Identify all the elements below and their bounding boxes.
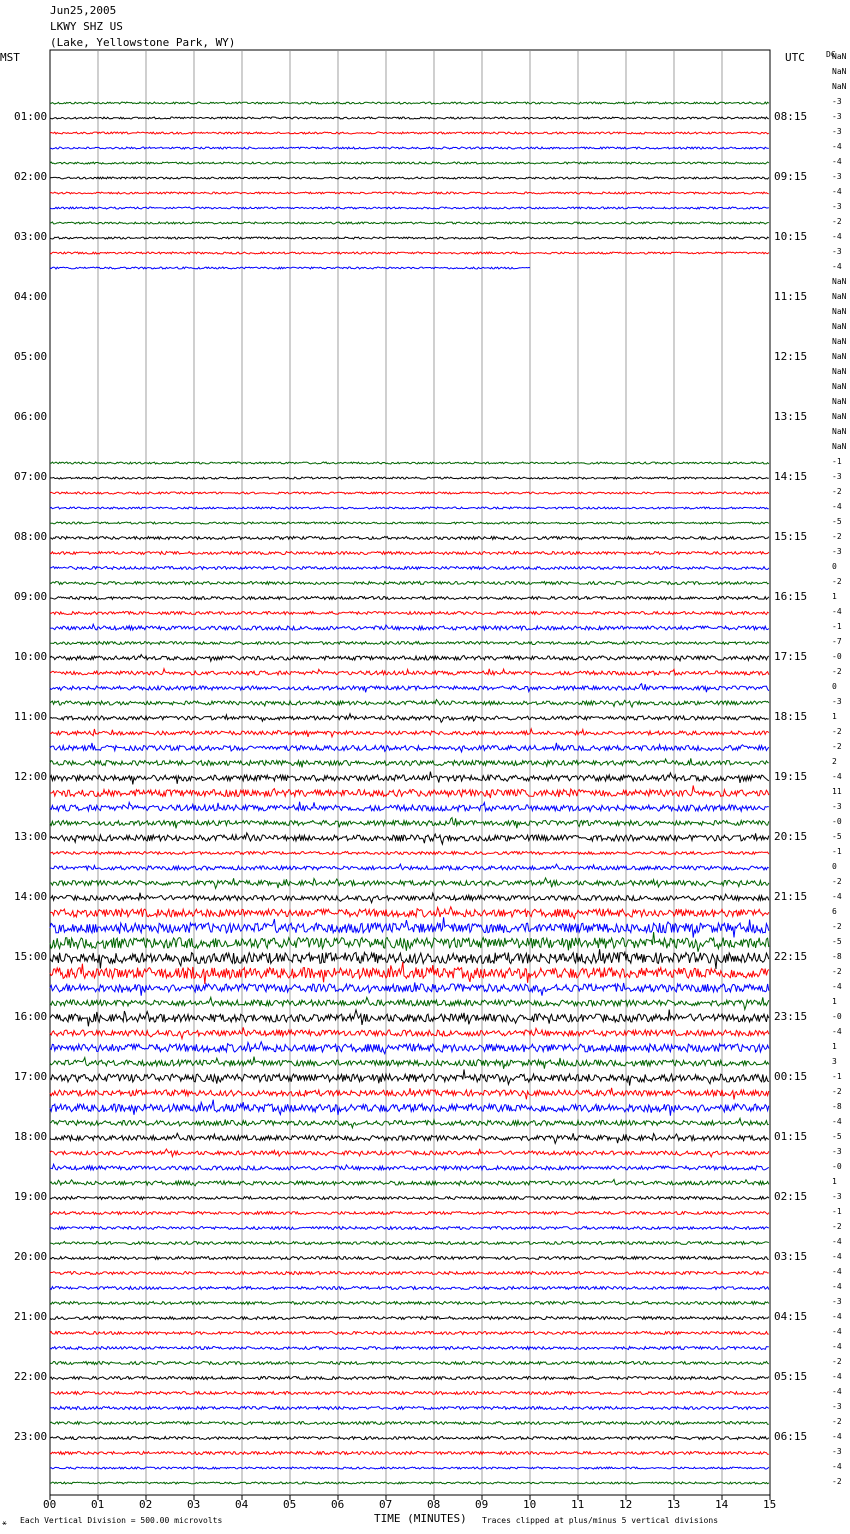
dc-offset-label: -3 [832,697,842,706]
dc-offset-label: -2 [832,1417,842,1426]
seismic-trace-90 [50,1392,769,1395]
dc-offset-label: 1 [832,997,837,1006]
seismic-trace-88 [50,1362,769,1365]
mst-hour-label: 02:00 [14,170,48,183]
seismic-trace-35 [50,567,769,570]
dc-offset-label: -2 [832,1222,842,1231]
seismic-trace-59 [50,917,769,937]
dc-offset-label: -0 [832,817,842,826]
utc-hour-label: 21:15 [774,890,808,903]
utc-hour-label: 06:15 [774,1430,808,1443]
seismic-trace-63 [50,982,769,995]
dc-offset-label: -4 [832,187,842,196]
dc-offset-label: -4 [832,1327,842,1336]
dc-offset-label: NaN [832,442,847,451]
dc-offset-label: -2 [832,487,842,496]
dc-offset-label: -4 [832,1312,842,1321]
seismic-trace-81 [50,1257,769,1260]
mst-hour-label: 14:00 [14,890,48,903]
utc-hour-label: 04:15 [774,1310,808,1323]
dc-offset-label: -3 [832,547,842,556]
dc-offset-label: 11 [832,787,842,796]
seismic-trace-53 [50,833,769,844]
seismic-trace-32 [50,522,769,524]
dc-offset-label: -2 [832,1087,842,1096]
utc-hour-label: 13:15 [774,410,808,423]
dc-offset-label: NaN [832,382,847,391]
x-tick-label: 05 [283,1498,297,1511]
mst-hour-label: 05:00 [14,350,48,363]
x-tick-label: 12 [619,1498,633,1511]
mst-hour-label: 12:00 [14,770,48,783]
x-tick-label: 14 [715,1498,729,1511]
dc-offset-label: 1 [832,592,837,601]
dc-offset-label: -2 [832,532,842,541]
mst-hour-label: 15:00 [14,950,48,963]
seismic-trace-4 [50,102,769,104]
x-axis-title: TIME (MINUTES) [374,1512,467,1525]
seismic-trace-11 [50,207,769,209]
seismic-trace-56 [50,878,769,889]
seismic-trace-95 [50,1467,769,1469]
dc-offset-label: -3 [832,1297,842,1306]
dc-offset-label: NaN [832,307,847,316]
seismic-trace-37 [50,597,769,600]
seismic-trace-52 [50,818,769,829]
record-date: Jun25,2005 [50,4,117,17]
dc-offset-label: -3 [832,802,842,811]
seismic-trace-94 [50,1452,769,1455]
seismic-trace-83 [50,1287,769,1290]
dc-offset-label: 1 [832,1042,837,1051]
dc-offset-label: -4 [832,1027,842,1036]
seismic-trace-36 [50,582,769,585]
seismic-trace-43 [50,684,769,693]
utc-hour-label: 20:15 [774,830,808,843]
mst-hour-label: 04:00 [14,290,48,303]
station-location: (Lake, Yellowstone Park, WY) [50,36,236,49]
mst-hour-label: 07:00 [14,470,48,483]
utc-axis-label: UTC [785,51,805,64]
seismic-trace-41 [50,655,769,662]
seismic-trace-9 [50,177,769,179]
seismic-trace-39 [50,624,769,630]
dc-offset-label: 1 [832,1177,837,1186]
clip-note: Traces clipped at plus/minus 5 vertical divisions [482,1516,719,1525]
utc-hour-label: 23:15 [774,1010,808,1023]
x-tick-label: 03 [187,1498,201,1511]
dc-offset-label: -4 [832,772,842,781]
seismic-trace-13 [50,237,769,239]
dc-offset-label: NaN [832,412,847,421]
seismic-trace-80 [50,1242,769,1245]
dc-offset-label: -1 [832,457,842,466]
dc-offset-label: NaN [832,367,847,376]
dc-offset-label: -4 [832,1462,842,1471]
x-tick-label: 15 [763,1498,777,1511]
seismic-trace-69 [50,1070,769,1086]
dc-offset-label: -4 [832,502,842,511]
seismic-trace-86 [50,1332,769,1335]
dc-offset-label: 0 [832,562,837,571]
mst-hour-label: 13:00 [14,830,48,843]
utc-hour-label: 16:15 [774,590,808,603]
dc-offset-label: -4 [832,1252,842,1261]
seismic-trace-64 [50,997,769,1009]
dc-offset-label: NaN [832,277,847,286]
mst-hour-label: 03:00 [14,230,48,243]
utc-hour-label: 00:15 [774,1070,808,1083]
dc-offset-label: -3 [832,97,842,106]
dc-offset-label: NaN [832,292,847,301]
seismic-trace-89 [50,1377,769,1380]
dc-offset-label: -4 [832,142,842,151]
dc-offset-label: -5 [832,517,842,526]
dc-offset-label: -8 [832,1102,842,1111]
dc-offset-label: -4 [832,982,842,991]
plot-frame [50,50,770,1495]
seismic-trace-50 [50,786,769,799]
dc-offset-label: NaN [832,337,847,346]
dc-offset-label: 6 [832,907,837,916]
dc-offset-label: -4 [832,1387,842,1396]
seismic-trace-38 [50,612,769,615]
seismic-traces [50,102,769,1484]
footer-mark: ⚹ [2,1518,7,1527]
scale-note: Each Vertical Division = 500.00 microvolts [20,1516,223,1525]
x-tick-label: 00 [43,1498,57,1511]
x-tick-label: 08 [427,1498,441,1511]
dc-offset-label: 3 [832,1057,837,1066]
seismic-trace-5 [50,117,769,119]
x-tick-label: 11 [571,1498,585,1511]
seismic-trace-49 [50,772,769,785]
seismic-trace-29 [50,477,769,479]
x-tick-label: 10 [523,1498,537,1511]
seismic-trace-65 [50,1010,769,1027]
seismic-trace-48 [50,758,769,767]
seismic-trace-85 [50,1317,769,1320]
x-tick-label: 02 [139,1498,153,1511]
seismic-trace-10 [50,192,769,194]
seismic-trace-78 [50,1212,769,1215]
dc-offset-label: 0 [832,862,837,871]
seismic-trace-71 [50,1100,769,1116]
seismic-trace-31 [50,507,769,509]
dc-offset-label: -5 [832,937,842,946]
mst-hour-label: 17:00 [14,1070,48,1083]
utc-hour-label: 19:15 [774,770,808,783]
seismic-trace-8 [50,162,769,164]
seismic-trace-7 [50,147,769,149]
dc-offset-label: -1 [832,622,842,631]
dc-offset-label: -3 [832,1147,842,1156]
seismic-trace-54 [50,852,769,855]
dc-offset-label: -4 [832,1342,842,1351]
seismic-trace-92 [50,1422,769,1425]
dc-offset-label: -4 [832,262,842,271]
utc-hour-label: 09:15 [774,170,808,183]
dc-offset-label: -2 [832,667,842,676]
dc-offset-label: -3 [832,202,842,211]
dc-offset-label: -4 [832,1267,842,1276]
utc-hour-label: 10:15 [774,230,808,243]
seismic-trace-87 [50,1347,769,1350]
minute-gridlines [98,50,722,1495]
mst-hour-label: 11:00 [14,710,48,723]
x-tick-label: 09 [475,1498,489,1511]
x-axis-ticks [50,1495,770,1500]
seismic-trace-30 [50,492,769,494]
station-id: LKWY SHZ US [50,20,123,33]
mst-hour-label: 01:00 [14,110,48,123]
dc-offset-label: 2 [832,757,837,766]
mst-hour-label: 16:00 [14,1010,48,1023]
seismic-trace-45 [50,714,769,723]
dc-offset-label: 1 [832,712,837,721]
dc-offset-label: NaN [832,82,847,91]
utc-hour-label: 01:15 [774,1130,808,1143]
dc-offset-label: -3 [832,127,842,136]
dc-offset-label: -3 [832,472,842,481]
dc-offset-label: 0 [832,682,837,691]
seismic-trace-44 [50,700,769,708]
dc-label: DC [826,50,836,59]
dc-offset-label: -4 [832,1237,842,1246]
seismic-trace-66 [50,1027,769,1038]
dc-offset-label: -2 [832,922,842,931]
seismic-trace-84 [50,1302,769,1305]
mst-hour-label: 23:00 [14,1430,48,1443]
x-tick-label: 04 [235,1498,249,1511]
dc-offset-label: -4 [832,1432,842,1441]
dc-offset-label: -2 [832,742,842,751]
dc-offset-label: -3 [832,172,842,181]
seismic-trace-62 [50,962,769,984]
x-tick-label: 06 [331,1498,345,1511]
seismic-trace-82 [50,1272,769,1275]
seismic-trace-77 [50,1197,769,1200]
x-tick-label: 13 [667,1498,681,1511]
seismic-trace-93 [50,1437,769,1440]
utc-hour-label: 22:15 [774,950,808,963]
mst-hour-label: 08:00 [14,530,48,543]
utc-hour-label: 18:15 [774,710,808,723]
seismic-trace-91 [50,1407,769,1410]
utc-hour-label: 12:15 [774,350,808,363]
seismic-trace-58 [50,907,769,919]
dc-offset-label: -2 [832,217,842,226]
seismic-trace-42 [50,669,769,675]
x-tick-label: 07 [379,1498,393,1511]
seismic-trace-28 [50,462,769,464]
seismic-trace-46 [50,729,769,737]
mst-hour-label: 06:00 [14,410,48,423]
seismic-trace-70 [50,1088,769,1100]
mst-hour-label: 22:00 [14,1370,48,1383]
dc-offset-label: -4 [832,1372,842,1381]
dc-offset-label: -0 [832,1012,842,1021]
utc-hour-label: 08:15 [774,110,808,123]
utc-hour-label: 03:15 [774,1250,808,1263]
dc-offset-label: -1 [832,1072,842,1081]
utc-hour-label: 11:15 [774,290,808,303]
dc-offset-label: -4 [832,1117,842,1126]
dc-offset-label: -5 [832,1132,842,1141]
dc-offset-label: NaN [832,322,847,331]
dc-offset-label: -2 [832,877,842,886]
dc-offset-label: -4 [832,157,842,166]
seismic-trace-57 [50,893,769,903]
mst-axis-label: MST [0,51,20,64]
dc-offset-label: -7 [832,637,842,646]
dc-offset-label: -3 [832,1402,842,1411]
mst-hour-label: 09:00 [14,590,48,603]
dc-offset-label: -4 [832,232,842,241]
seismic-trace-74 [50,1149,769,1157]
utc-hour-label: 17:15 [774,650,808,663]
utc-hour-label: 02:15 [774,1190,808,1203]
seismic-trace-75 [50,1164,769,1170]
dc-offset-label: -0 [832,652,842,661]
seismic-trace-55 [50,864,769,870]
dc-offset-label: -4 [832,892,842,901]
dc-offset-label: -2 [832,1357,842,1366]
dc-offset-label: -3 [832,1192,842,1201]
seismic-trace-73 [50,1133,769,1143]
dc-offset-label: -3 [832,247,842,256]
dc-offset-label: NaN [832,52,847,61]
dc-offset-label: -2 [832,967,842,976]
seismic-trace-14 [50,252,769,254]
dc-offset-label: NaN [832,427,847,436]
utc-hour-label: 14:15 [774,470,808,483]
mst-hour-label: 20:00 [14,1250,48,1263]
seismic-trace-76 [50,1179,769,1185]
seismic-trace-60 [50,932,769,952]
dc-offset-label: -2 [832,577,842,586]
dc-offset-label: -1 [832,847,842,856]
dc-offset-label: -2 [832,1477,842,1486]
dc-offset-label: -1 [832,1207,842,1216]
dc-offset-label: NaN [832,397,847,406]
dc-offset-label: -3 [832,112,842,121]
dc-offset-label: -4 [832,607,842,616]
mst-hour-label: 19:00 [14,1190,48,1203]
utc-hour-label: 05:15 [774,1370,808,1383]
dc-offset-label: -0 [832,1162,842,1171]
seismic-trace-34 [50,552,769,555]
dc-offset-label: -4 [832,1282,842,1291]
dc-offset-label: -2 [832,727,842,736]
dc-offset-label: -8 [832,952,842,961]
dc-offset-label: -3 [832,1447,842,1456]
seismic-trace-51 [50,802,769,812]
seismic-trace-6 [50,132,769,134]
seismic-trace-33 [50,537,769,540]
x-tick-label: 01 [91,1498,105,1511]
seismic-trace-12 [50,222,769,224]
seismic-trace-68 [50,1057,769,1069]
seismic-trace-47 [50,743,769,752]
mst-hour-label: 21:00 [14,1310,48,1323]
seismic-trace-79 [50,1227,769,1230]
seismic-trace-67 [50,1042,769,1054]
seismic-trace-96 [50,1482,769,1484]
mst-hour-label: 10:00 [14,650,48,663]
dc-offset-label: NaN [832,67,847,76]
dc-offset-label: -5 [832,832,842,841]
mst-hour-label: 18:00 [14,1130,48,1143]
dc-offset-label: NaN [832,352,847,361]
seismic-trace-40 [50,642,769,645]
utc-hour-label: 15:15 [774,530,808,543]
seismic-trace-72 [50,1118,769,1128]
